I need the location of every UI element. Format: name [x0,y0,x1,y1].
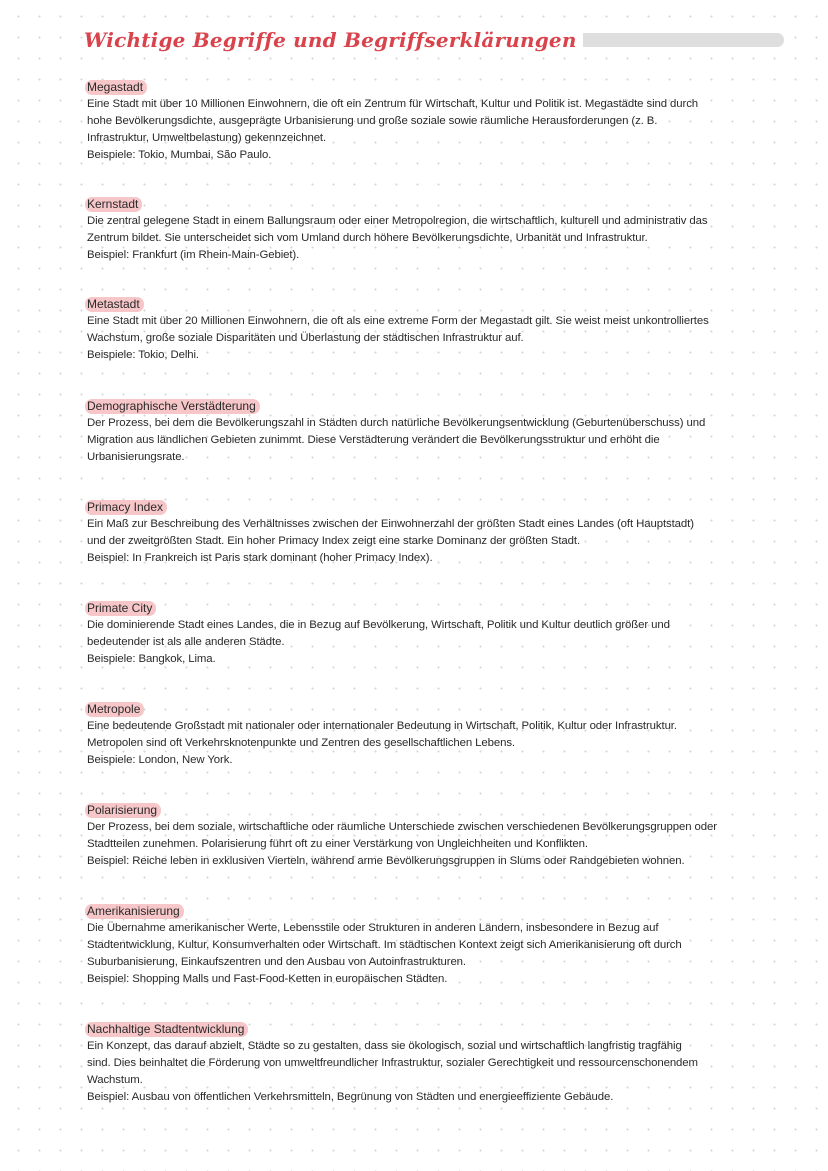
definition-line: Beispiel: Frankfurt (im Rhein-Main-Gebiet). [87,249,300,261]
term-heading: Primate City [85,601,156,616]
term-heading: Primacy Index [85,500,167,515]
definition-line: Eine Stadt mit über 10 Millionen Einwohnern, die oft ein Zentrum für Wirtschaft, Kultur und Politik ist. Megastädte sind durch [87,98,699,110]
definition-line: Eine Stadt mit über 20 Millionen Einwohnern, die oft als eine extreme Form der Megastadt gilt. Sie weist meist unkontrolliertes [87,315,709,327]
glossary-entry [87,195,787,264]
term-heading: Metastadt [85,297,144,312]
definition-line: Infrastruktur, Umweltbelastung) gekennzeichnet. [87,132,327,144]
definition-line: Metropolen sind oft Verkehrsknotenpunkte und Zentren des gesellschaftlichen Lebens. [87,737,515,749]
definition-line: Beispiel: Ausbau von öffentlichen Verkehrsmitteln, Begrünung von Städten und energieeffiziente Gebäude. [87,1091,614,1103]
glossary-entry [87,700,787,769]
glossary-entry [87,1020,787,1106]
definition-line: Der Prozess, bei dem die Bevölkerungszahl in Städten durch natürliche Bevölkerungsentwicklung (Geburtenüberschuss) und [87,417,706,429]
definition-line: Stadtentwicklung, Kultur, Konsumverhalten oder Wirtschaft. Im städtischen Kontext zeigt sich Amerikanisierung oft durch [87,939,682,951]
term-heading: Megastadt [85,80,147,95]
definition-line: Die dominierende Stadt eines Landes, die in Bezug auf Bevölkerung, Wirtschaft, Politik und Kultur deutlich größer und [87,619,670,631]
definition-line: Wachstum, große soziale Disparitäten und Überlastung der städtischen Infrastruktur auf. [87,332,524,344]
glossary-entry [87,397,787,466]
definition-line: bedeutender ist als alle anderen Städte. [87,636,285,648]
term-heading: Amerikanisierung [85,904,184,919]
glossary-entry [87,498,787,567]
definition-line: Zentrum bildet. Sie unterscheidet sich vom Umland durch höhere Bevölkerungsdichte, Urbanität und Infrastruktur. [87,232,648,244]
definition-line: Die Übernahme amerikanischer Werte, Lebensstile oder Strukturen in anderen Ländern, insbesondere in Bezug auf [87,922,659,934]
term-heading: Demographische Verstädterung [85,399,260,414]
definition-line: sind. Dies beinhaltet die Förderung von umweltfreundlicher Infrastruktur, sozialer Gerechtigkeit und ressourcenschonendem [87,1057,698,1069]
definition-line: Beispiele: Tokio, Mumbai, São Paulo. [87,149,272,161]
glossary-entry [87,902,787,988]
term-heading: Metropole [85,702,144,717]
definition-line: Wachstum. [87,1074,143,1086]
definition-line: Beispiel: Reiche leben in exklusiven Vierteln, während arme Bevölkerungsgruppen in Slums oder Randgebieten wohnen. [87,855,685,867]
definition-line: Suburbanisierung, Einkaufszentren und den Ausbau von Autoinfrastrukturen. [87,956,466,968]
definition-line: hohe Bevölkerungsdichte, ausgeprägte Urbanisierung und große soziale sowie räumliche Herausforderungen (z. B. [87,115,658,127]
term-heading: Nachhaltige Stadtentwicklung [85,1022,248,1037]
definition-line: Ein Maß zur Beschreibung des Verhältnisses zwischen der Einwohnerzahl der größten Stadt eines Landes (oft Hauptstadt) [87,518,694,530]
definition-line: Ein Konzept, das darauf abzielt, Städte so zu gestalten, dass sie ökologisch, sozial und wirtschaftlich langfristig tragfähig [87,1040,682,1052]
definition-line: Beispiel: Shopping Malls und Fast-Food-Ketten in europäischen Städten. [87,973,448,985]
term-heading: Polarisierung [85,803,161,818]
glossary-entry [87,801,787,870]
term-heading: Kernstadt [85,197,142,212]
page-title: Wichtige Begriffe und Begriffserklärungen [84,28,583,52]
definition-line: und der zweitgrößten Stadt. Ein hoher Primacy Index zeigt eine starke Dominanz der größten Stadt. [87,535,581,547]
glossary-entry [87,78,787,164]
definition-line: Urbanisierungsrate. [87,451,185,463]
definition-line: Stadtteilen zunehmen. Polarisierung führt oft zu einer Verstärkung von Ungleichheiten und Konflikten. [87,838,588,850]
definition-line: Beispiele: Bangkok, Lima. [87,653,216,665]
definition-line: Die zentral gelegene Stadt in einem Ballungsraum oder einer Metropolregion, die wirtschaftlich, kulturell und administrativ das [87,215,708,227]
definition-line: Eine bedeutende Großstadt mit nationaler oder internationaler Bedeutung in Wirtschaft, Politik, Kultur oder Infrastruktur. [87,720,677,732]
definition-line: Beispiele: London, New York. [87,754,233,766]
definition-line: Beispiel: In Frankreich ist Paris stark dominant (hoher Primacy Index). [87,552,433,564]
glossary-entry [87,295,787,364]
definition-line: Migration aus ländlichen Gebieten zunimmt. Diese Verstädterung verändert die Bevölkerungsstruktur und erhöht die [87,434,660,446]
definition-line: Der Prozess, bei dem soziale, wirtschaftliche oder räumliche Unterschiede zwischen verschiedenen Bevölkerungsgruppen oder [87,821,717,833]
glossary-entry [87,599,787,668]
definition-line: Beispiele: Tokio, Delhi. [87,349,199,361]
